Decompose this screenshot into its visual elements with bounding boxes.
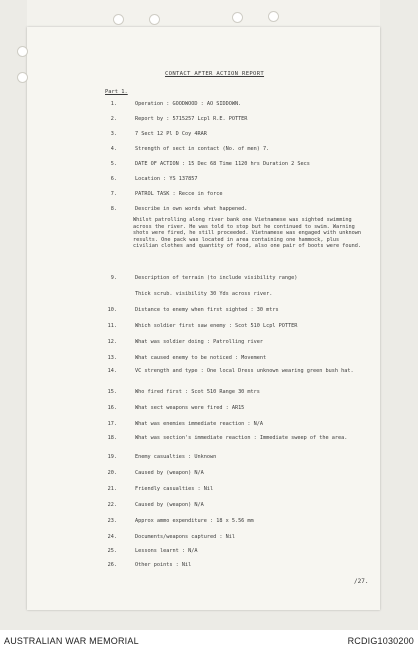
punch-hole bbox=[149, 14, 160, 25]
document-page bbox=[27, 27, 380, 610]
narrative-paragraph: Whilst patrolling along river bank one Vietnamese was sighted swimming across the river. He was told to stop but he continued to swim. Warning shots were fired, he still proceeded. Vietnamese was engaged with unknown results. One pack was located in area containing one hammock, plus civilian clothes and quantity of food, also one pair of boots were found. bbox=[133, 217, 361, 250]
footer-institution: AUSTRALIAN WAR MEMORIAL bbox=[4, 636, 139, 646]
punch-hole bbox=[268, 11, 279, 22]
punch-hole bbox=[232, 12, 243, 23]
part-heading: Part 1. bbox=[105, 89, 128, 95]
paper-top-strip bbox=[27, 0, 380, 28]
punch-hole bbox=[113, 14, 124, 25]
footer-catalogue-id: RCDIG1030200 bbox=[347, 636, 414, 646]
document-body: CONTACT AFTER ACTION REPORT Part 1. 1. Operation : GOODWOOD : AO SIDDOWN. 2. Report by : 5715257 Lcpl R.E. POTTER 3. 7 Sect 12 Pl D Coy 4RAR 4. Strength of sect in contact (No. of men) 7. 5. DATE OF ACTION : 15 Dec 68 Time 1120 hrs Duration 2 Secs 6. Location : YS 137857 7. PATROL TASK : Recce in force 8. Describe in own words what happened. Whilst patrolling along river bank one Vietnamese was sighted swimming across the river. He was told to stop but he continued to swim. Warning shots were fired, he still proceeded. Vietnamese was engaged with unknown results. One pack was located in area containing one hammock, plus civilian clothes and quantity of food, also one pair of boots were found. 9. Description of terrain (to include visibility range) Thick scrub. visibility 30 Yds across river. 10. Distance to enemy when first sighted : 30 mtrs 11. Which soldier first saw enemy : Scot 510 Lcpl POTTER 12. What was soldier doing : Patrolling river 13. What caused enemy to be noticed : Movement 14. VC strength and type : One local Dress unknown wearing green bush hat. 15. Who fired first : Scot 510 Range 30 mtrs 16. What sect weapons were fired : AR15 17. What was enemies immediate reaction : N/A 18. What was section's immediate reaction : Immediate sweep of the area. 19. Enemy casualties : Unknown 20. Caused by (weapon) N/A 21. Friendly casualties : Nil 22. Caused by (weapon) N/A 23. Approx ammo expenditure : 18 x 5.56 mm 24. Documents/weapons captured : Nil 25. Lessons learnt : N/A 26. Other points : Nil /27. bbox=[105, 71, 369, 585]
page-reference: /27. bbox=[354, 578, 369, 585]
document-title: CONTACT AFTER ACTION REPORT bbox=[165, 71, 265, 77]
